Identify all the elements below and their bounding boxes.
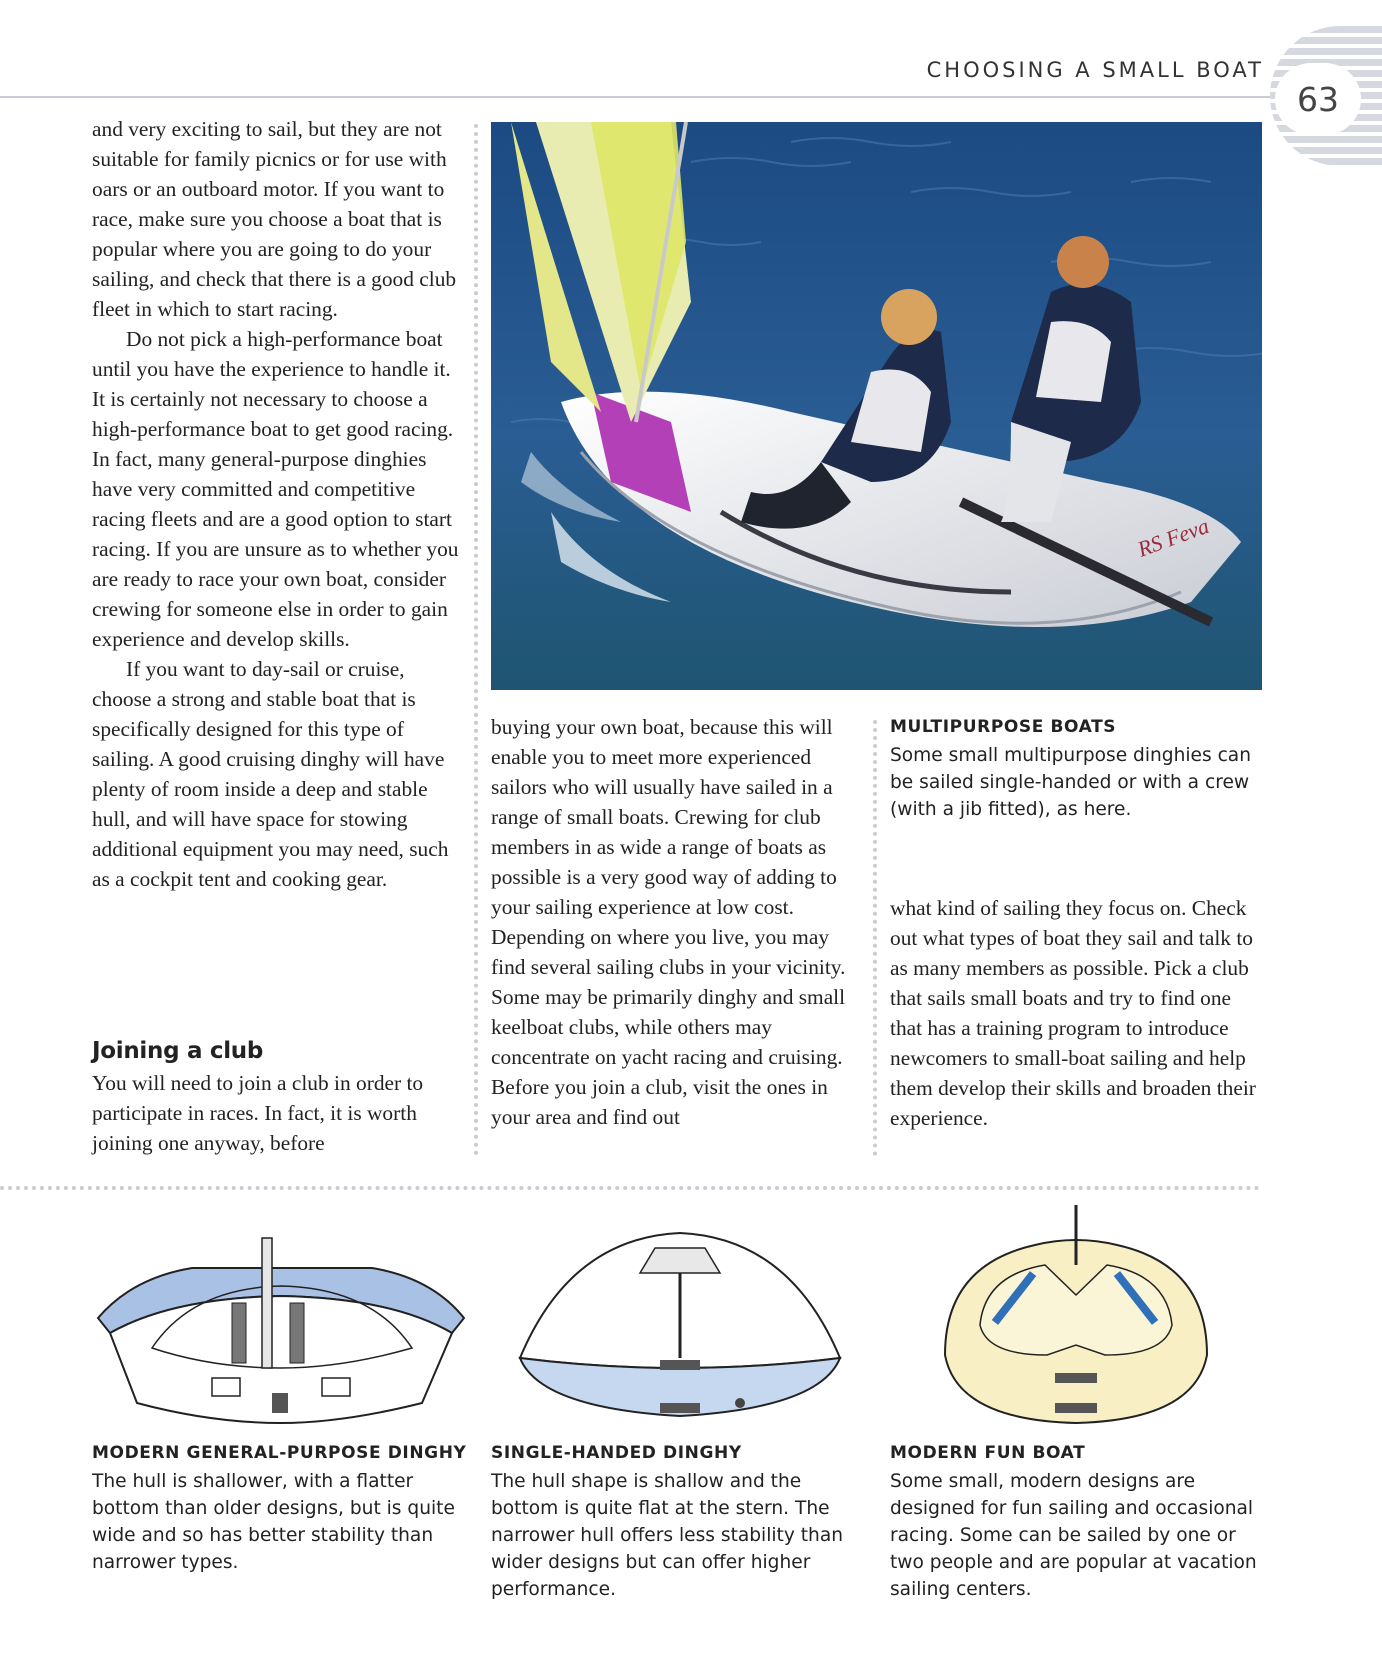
caption-text: The hull is shallower, with a flatter bottom than older designs, but is quite wide and so has better stability than narrower types. (92, 1471, 455, 1573)
column-1 (92, 114, 466, 894)
column-divider (873, 720, 877, 1156)
column-3 (890, 893, 1262, 1133)
caption-text: Some small, modern designs are designed for fun sailing and occasional racing. Some can be sailed by one or two people and are popular at vacation sailing centers. (890, 1471, 1257, 1600)
paragraph: If you want to day-sail or cruise, choose a strong and stable boat that is specifically designed for this type of sailing. A good cruising dinghy will have plenty of room inside a deep and stable hull, and will have space for stowing additional equipment you may need, such as a cockpit tent and cooking gear. (92, 657, 449, 891)
section-heading: Joining a club (92, 1038, 264, 1064)
caption-title: MODERN GENERAL-PURPOSE DINGHY (92, 1443, 467, 1463)
column-divider (474, 124, 478, 1156)
header-rule (0, 96, 1290, 98)
running-head: CHOOSING A SMALL BOAT (926, 58, 1264, 82)
photo-caption (890, 714, 1270, 823)
paragraph: Do not pick a high-performance boat until you have the experience to handle it. It is certainly not necessary to choose a high-performance boat to get good racing. In fact, many general-purpose dinghies have very committed and competitive racing fleets and are a good option to start racing. If you are unsure as to whether you are ready to race your own boat, consider crewing for someone else in order to gain experience and develop skills. (92, 327, 459, 651)
paragraph: and very exciting to sail, but they are not suitable for family picnics or for use with oars or an outboard motor. If you want to race, make sure you choose a boat that is popular where you are going to do your sailing, and check that there is a good club fleet in which to start racing. (92, 117, 457, 321)
paragraph: You will need to join a club in order to participate in races. In fact, it is worth joining one anyway, before (92, 1071, 424, 1155)
general-purpose-dinghy-diagram (92, 1218, 470, 1428)
modern-fun-boat-diagram (935, 1205, 1217, 1427)
diagram-caption (890, 1440, 1270, 1603)
section-divider (0, 1186, 1260, 1190)
single-handed-dinghy-diagram (510, 1218, 850, 1428)
paragraph: buying your own boat, because this will enable you to meet more experienced sailors who will usually have sailed in a range of small boats. Crewing for club members in as wide a range of boats as possible is a very good way of adding to your sailing experience at low cost. Depending on where you live, you may find several sailing clubs in your vicinity. Some may be primarily dinghy and small keelboat clubs, while others may concentrate on yacht racing and cruising. Before you join a club, visit the ones in your area and find out (491, 715, 846, 1129)
caption-title: MULTIPURPOSE BOATS (890, 717, 1117, 737)
caption-title: SINGLE-HANDED DINGHY (491, 1443, 742, 1463)
column-2 (491, 712, 863, 1132)
diagram-caption (491, 1440, 871, 1603)
caption-title: MODERN FUN BOAT (890, 1443, 1086, 1463)
column-1-continued (92, 1068, 466, 1158)
sailing-photo (491, 122, 1262, 690)
hull-logo-text: RS Feva (1134, 512, 1213, 562)
caption-text: Some small multipurpose dinghies can be sailed single-handed or with a crew (with a jib fitted), as here. (890, 745, 1251, 820)
diagram-caption (92, 1440, 472, 1576)
page-number: 63 (1275, 63, 1361, 135)
paragraph: what kind of sailing they focus on. Check out what types of boat they sail and talk to as many members as possible. Pick a club that sails small boats and try to find one that has a training program to introduce newcomers to small-boat sailing and help them develop their skills and broaden their experience. (890, 896, 1256, 1130)
caption-text: The hull shape is shallow and the bottom is quite flat at the stern. The narrower hull offers less stability than wider designs but can offer higher performance. (491, 1471, 844, 1600)
